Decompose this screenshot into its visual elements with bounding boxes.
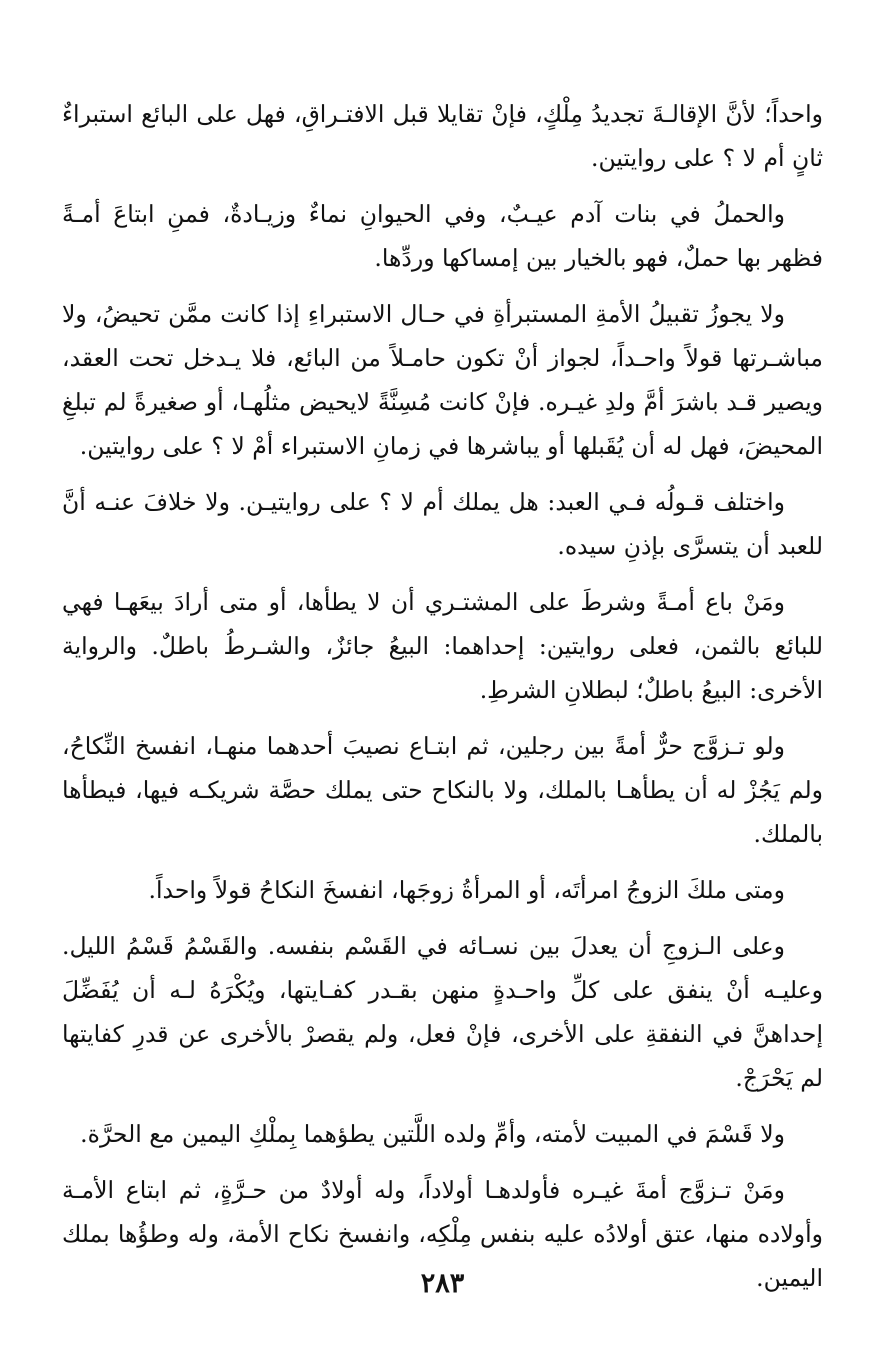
paragraph-9: ولا قَسْمَ في المبيت لأمته، وأمِّ ولده اللَّتين يطؤهما بِملْكِ اليمين مع الحرَّة. <box>80 1120 785 1148</box>
paragraph-7: ومتى ملكَ الزوجُ امرأتَه، أو المرأةُ زوجَها، انفسخَ النكاحُ قولاً واحداً. <box>148 876 785 904</box>
paragraph-5: ومَنْ باع أمـةً وشرطَ على المشتـري أن لا يطأها، أو متى أرادَ بيعَهـا فهي للبائع بالثمن، فعلى روايتين: إحداهما: البيعُ جائزٌ، والشـرطُ باطلٌ. والرواية الأخرى: البيعُ باطلٌ؛ لبطلانِ الشرطِ. <box>62 588 823 704</box>
paragraph-6: ولو تـزوَّج حرٌّ أمةً بين رجلين، ثم ابتـاع نصيبَ أحدهما منهـا، انفسخ النِّكاحُ، ولم يَجُزْ له أن يطأهـا بالملك، ولا بالنكاح حتى يملك حصَّة شريكـه فيها، فيطأها بالملك. <box>62 732 823 848</box>
paragraph-10: ومَنْ تـزوَّج أمةَ غيـره فأولدهـا أولاداً، وله أولادٌ من حـرَّةٍ، ثم ابتاع الأمـة وأولاده منها، عتق أولادُه عليه بنفس مِلْكِه، وانفسخ نكاح الأمة، وله وطؤُها بملك اليمين. <box>62 1176 823 1292</box>
paragraph-2: والحملُ في بنات آدم عيـبٌ، وفي الحيوانِ نماءٌ وزيـادةٌ، فمنِ ابتاعَ أمـةً فظهر بها حملٌ، فهو بالخيار بين إمساكها وردِّها. <box>62 200 823 272</box>
paragraph-8: وعلى الـزوجِ أن يعدلَ بين نسـائه في القَسْم بنفسه. والقَسْمُ قَسْمُ الليل. وعليـه أنْ ينفق على كلِّ واحـدةٍ منهن بقـدر كفـايتها، ويُكْرَهُ لـه أن يُفَضِّلَ إحداهنَّ في النفقةِ على الأخرى، فإنْ فعل، ولم يقصرْ بالأخرى عن قدرِ كفايتها لم يَحْرَجْ. <box>62 932 823 1092</box>
paragraph-3: ولا يجوزُ تقبيلُ الأمةِ المستبرأةِ في حـال الاستبراءِ إذا كانت ممَّن تحيضُ، ولا مباشـرتها قولاً واحـداً، لجواز أنْ تكون حامـلاً من البائع، فلا يـدخل تحت العقد، ويصير قـد باشرَ أمَّ ولدِ غيـره. فإنْ كانت مُسِنَّةً لايحيض مثلُهـا، أو صغيرةً لم تبلغِ المحيضَ، فهل له أن يُقَبلها أو يباشرها في زمانِ الاستبراء أمْ لا ؟ على روايتين. <box>62 300 823 460</box>
page-number: ٢٨٣ <box>420 1268 465 1299</box>
paragraph-4: واختلف قـولُه فـي العبد: هل يملك أم لا ؟ على روايتيـن. ولا خلافَ عنـه أنَّ للعبد أن يتسرَّى بإذنِ سيده. <box>62 488 823 560</box>
paragraph-1: واحداً؛ لأنَّ الإقالـةَ تجديدُ مِلْكٍ، فإنْ تقايلا قبل الافتـراقِ، فهل على البائع استبراءٌ ثانٍ أم لا ؟ على روايتين. <box>62 100 823 172</box>
